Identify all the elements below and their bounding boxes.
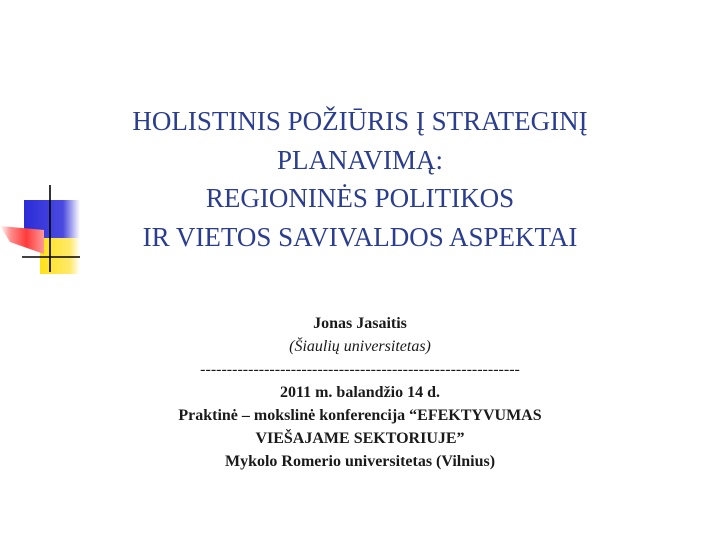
title-line: HOLISTINIS POŽIŪRIS Į STRATEGINĮ bbox=[132, 106, 588, 136]
title-line: IR VIETOS SAVIVALDOS ASPEKTAI bbox=[142, 221, 578, 252]
conference-name-line: VIEŠAJAME SEKTORIUJE” bbox=[255, 430, 465, 447]
venue: Mykolo Romerio universitetas (Vilnius) bbox=[224, 453, 496, 470]
red-block bbox=[0, 226, 44, 254]
event-date: 2011 m. balandžio 14 d. bbox=[279, 384, 441, 401]
author-name: Jonas Jasaitis bbox=[313, 315, 407, 332]
author-affiliation: (Šiaulių universitetas) bbox=[289, 338, 431, 355]
slide-title bbox=[60, 102, 660, 256]
separator-line: ------------------------------------------------------------ bbox=[200, 361, 520, 378]
slide-meta bbox=[60, 312, 660, 473]
title-line: REGIONINĖS POLITIKOS bbox=[205, 183, 515, 213]
conference-name-line: Praktinė – mokslinė konferencija “EFEKTYVUMAS bbox=[178, 407, 542, 424]
title-line: PLANAVIMĄ: bbox=[276, 144, 444, 175]
